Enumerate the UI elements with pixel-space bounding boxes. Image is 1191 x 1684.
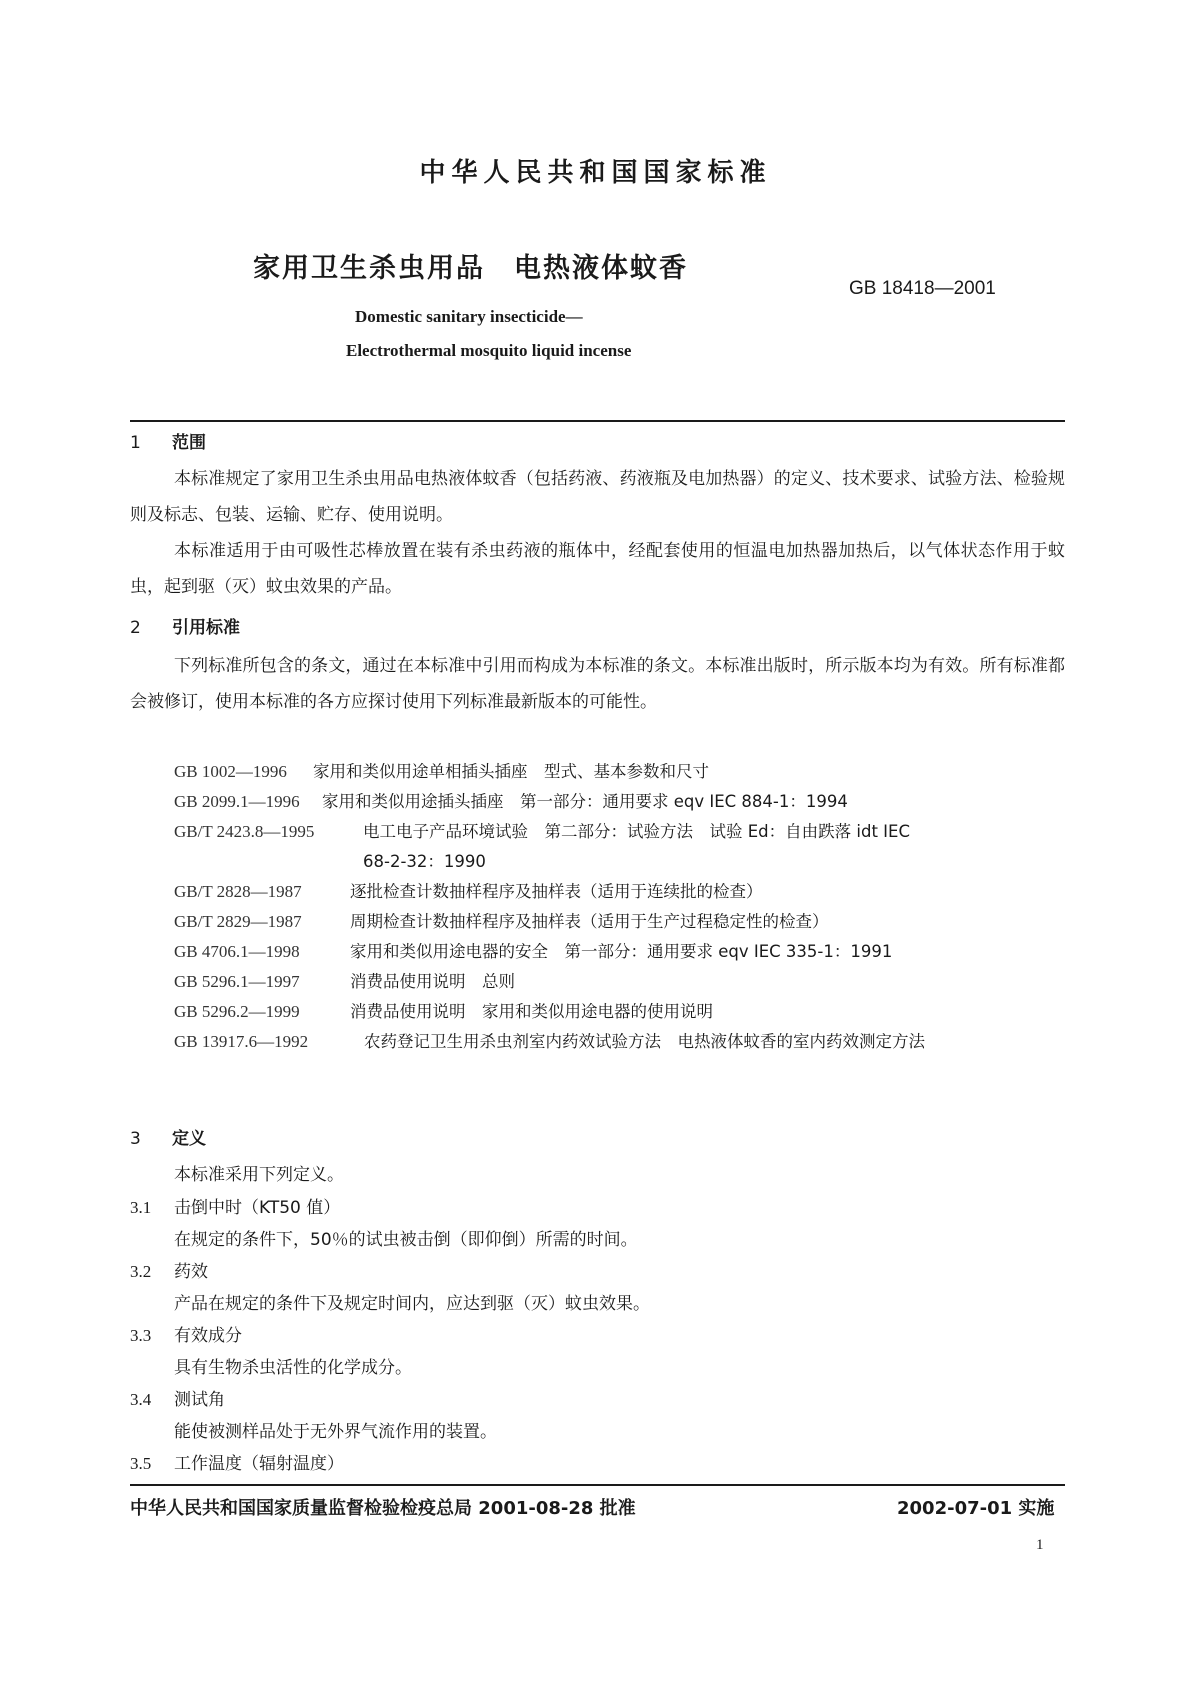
definition-number: 3.3 — [130, 1326, 152, 1345]
english-title-line1: Domestic sanitary insecticide— — [355, 307, 583, 326]
definition-term: 药效 — [174, 1262, 208, 1282]
reference-text: 周期检查计数抽样程序及抽样表（适用于生产过程稳定性的检查） — [350, 912, 829, 931]
reference-code: GB/T 2828—1987 — [174, 882, 302, 901]
section-number: 3 — [130, 1129, 141, 1149]
reference-item — [174, 787, 1069, 817]
standard-number: GB 18418—2001 — [849, 278, 996, 299]
definition-term: 击倒中时（KT50 值） — [174, 1198, 341, 1218]
definitions-intro: 本标准采用下列定义。 — [174, 1165, 344, 1185]
reference-code: GB/T 2829—1987 — [174, 912, 302, 931]
definition-3-3-term-row — [130, 1321, 242, 1346]
section-number: 2 — [130, 618, 141, 638]
reference-item — [174, 1027, 1069, 1057]
header-divider — [130, 420, 1065, 422]
section-number: 1 — [130, 433, 141, 453]
definition-term: 工作温度（辐射温度） — [174, 1454, 344, 1474]
reference-code: GB 5296.2—1999 — [174, 1002, 300, 1021]
reference-item — [174, 757, 1069, 787]
page-number: 1 — [1036, 1537, 1044, 1553]
definition-number: 3.1 — [130, 1198, 152, 1217]
definition-term: 测试角 — [174, 1390, 225, 1410]
section-2-heading — [130, 613, 240, 638]
definition-3-1-description: 在规定的条件下，50％的试虫被击倒（即仰倒）所需的时间。 — [174, 1230, 638, 1250]
reference-code: GB 2099.1—1996 — [174, 792, 300, 811]
reference-item — [174, 967, 1069, 997]
definition-3-4-term-row — [130, 1385, 225, 1410]
definition-term: 有效成分 — [174, 1326, 242, 1346]
reference-code: GB 4706.1—1998 — [174, 942, 300, 961]
reference-text: 逐批检查计数抽样程序及抽样表（适用于连续批的检查） — [350, 882, 763, 901]
definition-3-3-description: 具有生物杀虫活性的化学成分。 — [174, 1358, 412, 1378]
section-1-heading — [130, 428, 206, 453]
reference-text: 消费品使用说明 家用和类似用途电器的使用说明 — [350, 1002, 713, 1021]
reference-list — [174, 757, 1069, 1057]
approval-statement: 中华人民共和国国家质量监督检验检疫总局 2001-08-28 批准 — [130, 1498, 636, 1519]
reference-text: 消费品使用说明 总则 — [350, 972, 515, 991]
english-title-line2: Electrothermal mosquito liquid incense — [346, 341, 632, 360]
reference-text: 电工电子产品环境试验 第二部分：试验方法 试验 Ed：自由跌落 idt IEC 68-2-32：1990 — [363, 822, 910, 871]
footer-divider — [130, 1484, 1065, 1486]
reference-item — [174, 907, 1069, 937]
definition-3-1-term-row — [130, 1193, 340, 1218]
section-2-paragraph-1: 下列标准所包含的条文，通过在本标准中引用而构成为本标准的条文。本标准出版时，所示版本均为有效。所有标准都会被修订，使用本标准的各方应探讨使用下列标准最新版本的可能性。 — [130, 656, 1065, 712]
reference-item — [174, 817, 1069, 877]
definition-number: 3.4 — [130, 1390, 152, 1409]
section-title: 范围 — [172, 433, 206, 453]
reference-code: GB 1002—1996 — [174, 762, 287, 781]
effective-date: 2002-07-01 实施 — [897, 1498, 1055, 1519]
definition-3-2-term-row — [130, 1257, 208, 1282]
definition-3-4-description: 能使被测样品处于无外界气流作用的装置。 — [174, 1422, 497, 1442]
definition-number: 3.5 — [130, 1454, 152, 1473]
section-title: 引用标准 — [172, 618, 240, 638]
reference-item — [174, 997, 1069, 1027]
reference-text: 家用和类似用途单相插头插座 型式、基本参数和尺寸 — [313, 762, 709, 781]
section-1-paragraph-2: 本标准适用于由可吸性芯棒放置在装有杀虫药液的瓶体中，经配套使用的恒温电加热器加热后，以气体状态作用于蚊虫，起到驱（灭）蚊虫效果的产品。 — [130, 541, 1065, 597]
section-title: 定义 — [172, 1129, 206, 1149]
section-1-paragraph-1: 本标准规定了家用卫生杀虫用品电热液体蚊香（包括药液、药液瓶及电加热器）的定义、技术要求、试验方法、检验规则及标志、包装、运输、贮存、使用说明。 — [130, 469, 1065, 525]
reference-code: GB 5296.1—1997 — [174, 972, 300, 991]
reference-code: GB 13917.6—1992 — [174, 1032, 309, 1051]
definition-3-5-term-row — [130, 1449, 344, 1474]
reference-item — [174, 937, 1069, 967]
reference-text: 家用和类似用途插头插座 第一部分：通用要求 eqv IEC 884-1：1994 — [322, 792, 848, 811]
national-standard-heading: 中华人民共和国国家标准 — [419, 158, 772, 188]
reference-text: 家用和类似用途电器的安全 第一部分：通用要求 eqv IEC 335-1：1991 — [350, 942, 893, 961]
reference-item — [174, 877, 1069, 907]
reference-code: GB/T 2423.8—1995 — [174, 822, 315, 841]
section-3-heading — [130, 1124, 206, 1149]
definition-3-2-description: 产品在规定的条件下及规定时间内，应达到驱（灭）蚊虫效果。 — [174, 1294, 650, 1314]
definition-number: 3.2 — [130, 1262, 152, 1281]
reference-text: 农药登记卫生用杀虫剂室内药效试验方法 电热液体蚊香的室内药效测定方法 — [364, 1032, 925, 1051]
standard-title: 家用卫生杀虫用品 电热液体蚊香 — [253, 253, 688, 284]
